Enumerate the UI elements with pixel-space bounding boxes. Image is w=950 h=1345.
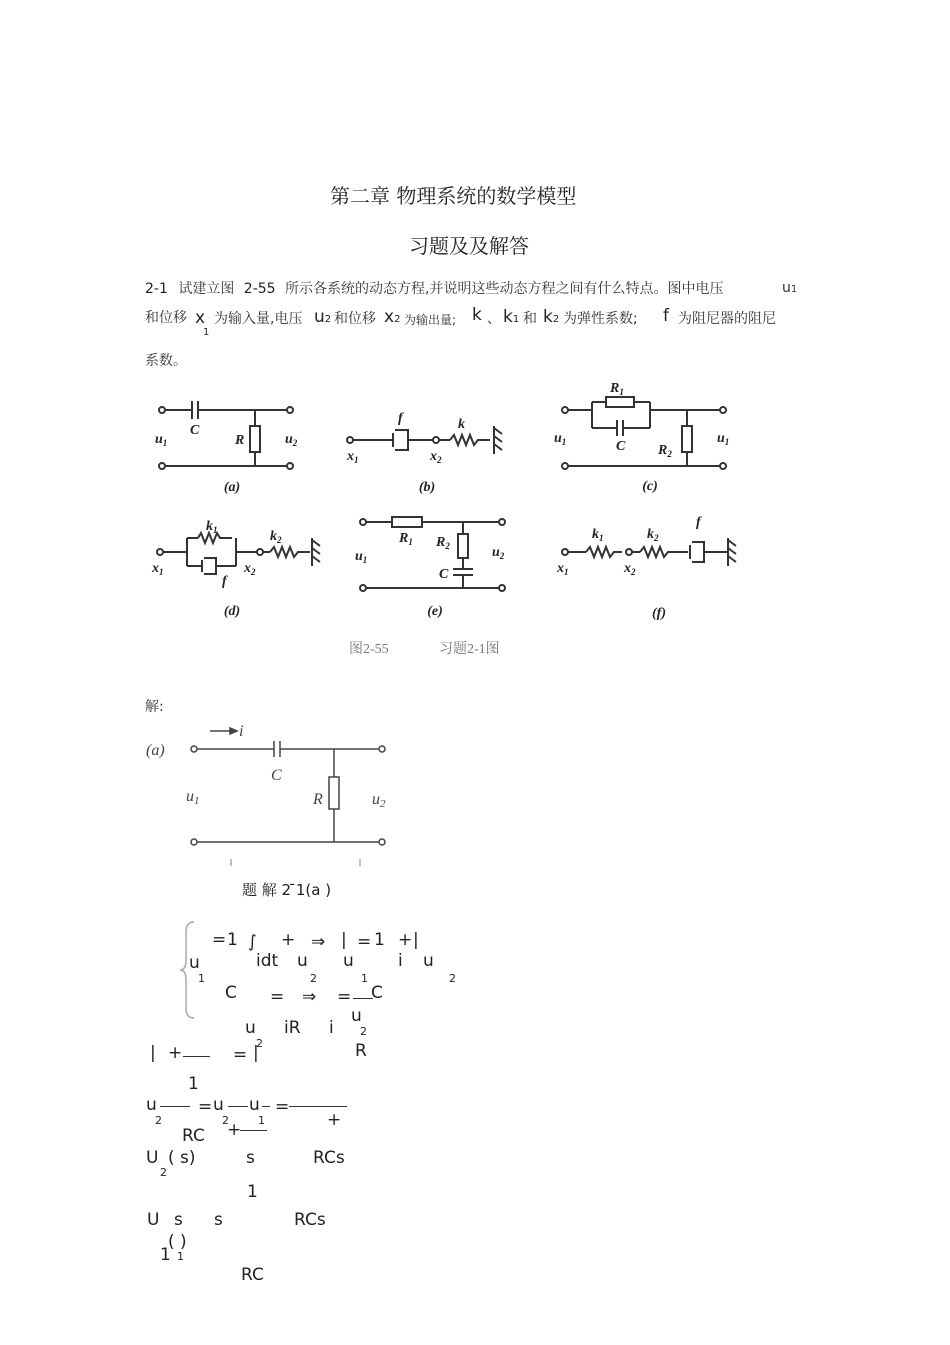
label-f-x2: $x_2$ — [624, 561, 636, 577]
eq-r3-C2: C — [371, 983, 383, 1003]
eq-r4-iR: iR — [284, 1018, 301, 1038]
solution-R-label: R — [313, 791, 323, 808]
eq-r2-u: u — [189, 953, 200, 973]
eq-r10-one: 1 — [247, 1182, 258, 1202]
label-c-C: C — [616, 439, 626, 454]
solution-label: 解: — [145, 699, 164, 715]
label-e-R2: $R_2$ — [436, 535, 450, 551]
problem-line-2d: 为输出量; — [404, 313, 457, 327]
label-a-u2: $u_2$ — [285, 432, 298, 448]
problem-number: 2-1 — [145, 281, 168, 297]
problem-line-2a: 和位移 — [145, 310, 187, 326]
problem-line-3: 系数。 — [145, 353, 187, 369]
eq-r2-u-c: u — [343, 951, 354, 971]
label-b-x2: $x_2$ — [430, 449, 442, 465]
label-c-R2: $R_2$ — [658, 443, 672, 459]
label-a-C: C — [190, 423, 200, 438]
label-c-u-out: $u_1$ — [717, 431, 730, 447]
figure-caption-number: 图2-55 — [349, 642, 389, 657]
solution-u2-label: u2 — [372, 791, 386, 810]
eq-r13-RC: RC — [241, 1265, 264, 1285]
eq-r8-RC: RC — [182, 1126, 205, 1146]
panel-e-caption: (e) — [427, 604, 443, 619]
solution-C-label: C — [271, 767, 282, 784]
label-d-x2: $x_2$ — [244, 561, 256, 577]
label-c-u1: $u_1$ — [554, 431, 567, 447]
label-a-u1: $u_1$ — [155, 432, 168, 448]
eq-r6-one: 1 — [188, 1074, 199, 1094]
label-d-f: f — [222, 574, 227, 589]
panel-a-circuit — [159, 401, 293, 469]
label-e-u1: $u_1$ — [355, 549, 368, 565]
label-e-R1: $R_1$ — [399, 531, 413, 547]
eq-r2-idt: idt — [256, 951, 279, 971]
label-f-f: f — [696, 515, 701, 530]
problem-line-2f: 为弹性系数; — [563, 311, 638, 327]
eq-r11-RCs: RCs — [294, 1210, 326, 1230]
k-symbol: k — [472, 305, 482, 325]
label-d-k1: $k_1$ — [206, 519, 218, 535]
separator: 、 — [487, 311, 501, 327]
eq-r11-s: s — [174, 1210, 183, 1230]
chapter-title: 第二章 物理系统的数学模型 — [330, 184, 577, 208]
eq-r7-u-c: u — [249, 1095, 260, 1115]
eq-r1-one-b: 1 — [374, 930, 385, 950]
eq-r9-s: s — [246, 1148, 255, 1168]
panel-d-caption: (d) — [223, 604, 241, 619]
panel-b-caption: (b) — [418, 480, 436, 495]
eq-r4-u2: u — [351, 1006, 362, 1026]
label-c-R1: $R_1$ — [610, 381, 624, 397]
k2-symbol: k2 — [543, 307, 560, 327]
panel-f-caption: (f) — [652, 606, 666, 621]
panel-e-circuit — [360, 517, 505, 591]
label-e-u2: $u_2$ — [492, 545, 505, 561]
eq-r2-u-d: u — [423, 951, 434, 971]
eq-r4-i: i — [329, 1018, 334, 1038]
problem-line-2e: 和 — [523, 311, 537, 327]
problem-line-2b: 为输入量,电压 — [214, 311, 303, 327]
solution-u1-label: u1 — [186, 788, 200, 807]
eq-r12-one: 1 — [160, 1245, 171, 1265]
eq-r2-i: i — [398, 951, 403, 971]
panel-b-mechanical — [347, 426, 502, 454]
eq-r7-u: u — [146, 1095, 157, 1115]
problem-line-2g: 为阻尼器的阻尼 — [678, 311, 776, 327]
label-d-x1: $x_1$ — [152, 561, 164, 577]
k1-symbol: k1 — [503, 307, 520, 327]
label-e-C: C — [439, 567, 449, 582]
panel-a-caption: (a) — [223, 480, 241, 495]
eq-r9-paren: ( s) — [168, 1148, 196, 1168]
label-b-f: f — [398, 411, 403, 426]
x-symbol: x — [195, 308, 206, 328]
eq-r11-U: U — [147, 1210, 160, 1230]
x2-symbol: x2 — [384, 307, 401, 327]
label-a-R: R — [235, 433, 245, 448]
label-f-k2: $k_2$ — [647, 527, 659, 543]
label-b-k: k — [458, 417, 465, 432]
figure-2-55 — [140, 380, 760, 670]
solution-figure-label: (a) — [146, 742, 165, 759]
x-subscript: 1 — [203, 327, 210, 338]
label-b-x1: $x_1$ — [347, 449, 359, 465]
eq-r12-paren: ( ) — [168, 1232, 187, 1252]
eq-r5-R: R — [355, 1041, 367, 1061]
problem-line-1: 2-1 试建立图 2-55 所示各系统的动态方程,并说明这些动态方程之间有什么特点。图中电压 — [145, 281, 724, 297]
eq-r2-u-b: u — [297, 951, 308, 971]
f-symbol: f — [663, 306, 669, 326]
solution-caption: 题 解 2 ̄1(a ) — [242, 881, 332, 899]
panel-d-mechanical — [157, 533, 320, 574]
label-f-k1: $k_1$ — [592, 527, 604, 543]
eq-r9-U: U — [146, 1148, 159, 1168]
label-f-x1: $x_1$ — [557, 561, 569, 577]
eq-r4-u: u — [245, 1018, 256, 1038]
figure-caption-text: 习题2-1图 — [439, 642, 500, 657]
eq-r3-C: C — [225, 983, 237, 1003]
problem-line-2c: 和位移 — [334, 311, 376, 327]
u1-symbol: u1 — [782, 280, 798, 296]
subtitle: 习题及及解答 — [409, 234, 529, 258]
label-d-k2: $k_2$ — [270, 529, 282, 545]
current-label: i — [239, 723, 244, 740]
panel-f-mechanical — [562, 538, 736, 566]
eq-r7-u-b: u — [213, 1095, 224, 1115]
eq-r1-one-a: 1 — [227, 930, 238, 950]
eq-r9-RCs: RCs — [313, 1148, 345, 1168]
solution-circuit-a — [140, 718, 400, 868]
panel-c-caption: (c) — [642, 479, 658, 494]
u2-symbol: u2 — [314, 307, 332, 327]
eq-r11-s-b: s — [214, 1210, 223, 1230]
panel-c-circuit — [562, 397, 726, 469]
